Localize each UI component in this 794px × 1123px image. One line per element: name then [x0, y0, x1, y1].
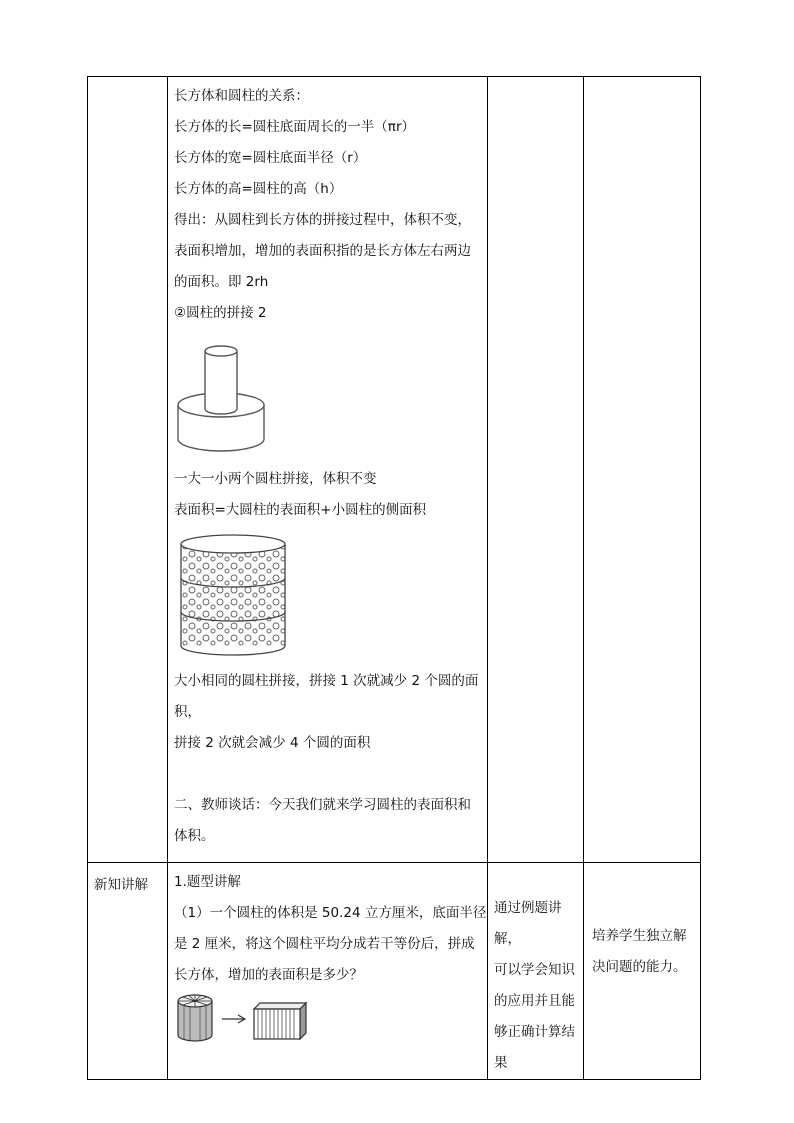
text-line: 长方体的宽=圆柱底面半径（r）: [174, 150, 367, 166]
spacer: [174, 759, 487, 790]
goal-cell: [488, 863, 584, 1080]
intent-text-line: 培养学生独立解: [592, 928, 687, 944]
content-cell: [168, 863, 488, 1080]
text-line: 1.题型讲解: [174, 874, 241, 890]
text-line: 是 2 厘米，将这个圆柱平均分成若干等份后，拼成: [174, 936, 475, 952]
text-line: （1）一个圆柱的体积是 50.24 立方厘米，底面半径: [174, 905, 487, 921]
text-line: 拼接 2 次就会减少 4 个圆的面积: [174, 735, 371, 751]
text-line: 大小相同的圆柱拼接，拼接 1 次就减少 2 个圆的面: [174, 673, 479, 689]
text-line: 表面积增加，增加的表面积指的是长方体左右两边: [174, 243, 471, 259]
stacked-cylinders-figure: [174, 329, 284, 464]
text-line: 长方体的长=圆柱底面周长的一半（πr）: [174, 119, 415, 135]
intent-cell-empty: [584, 77, 701, 863]
text-line: 表面积=大圆柱的表面积+小圆柱的侧面积: [174, 502, 427, 518]
text-line: 长方体和圆柱的关系：: [174, 88, 309, 104]
cylinder-to-cuboid-figure: [174, 991, 314, 1046]
text-line: 二、教师谈话：今天我们就来学习圆柱的表面积和: [174, 797, 471, 813]
lesson-plan-table: [87, 76, 701, 1080]
stage-label-cell: [88, 863, 168, 1080]
text-line: 体积。: [174, 828, 215, 844]
table-row: [88, 77, 701, 863]
text-line: 长方体，增加的表面积是多少？: [174, 967, 363, 983]
text-line: 得出：从圆柱到长方体的拼接过程中，体积不变，: [174, 212, 471, 228]
intent-cell: [584, 863, 701, 1080]
text-line: 的面积。即 2rh: [174, 274, 269, 290]
goal-text-line: 够正确计算结: [494, 1024, 575, 1040]
stage-cell-empty: [88, 77, 168, 863]
goal-text-line: 果: [494, 1055, 508, 1071]
text-line: 一大一小两个圆柱拼接，体积不变: [174, 471, 377, 487]
text-line: 积，: [174, 704, 201, 720]
dotted-cylinders-figure: [174, 526, 294, 666]
table-row: [88, 863, 701, 1080]
intent-text-line: 决问题的能力。: [592, 959, 687, 975]
content-cell: [168, 77, 488, 863]
text-line: ②圆柱的拼接 2: [174, 305, 267, 321]
text-line: 长方体的高=圆柱的高（h）: [174, 181, 343, 197]
goal-text-line: 通过例题讲解，: [494, 900, 562, 947]
goal-text-line: 的应用并且能: [494, 993, 575, 1009]
goal-cell-empty: [488, 77, 584, 863]
goal-text-line: 可以学会知识: [494, 962, 575, 978]
stage-label: 新知讲解: [94, 877, 148, 893]
